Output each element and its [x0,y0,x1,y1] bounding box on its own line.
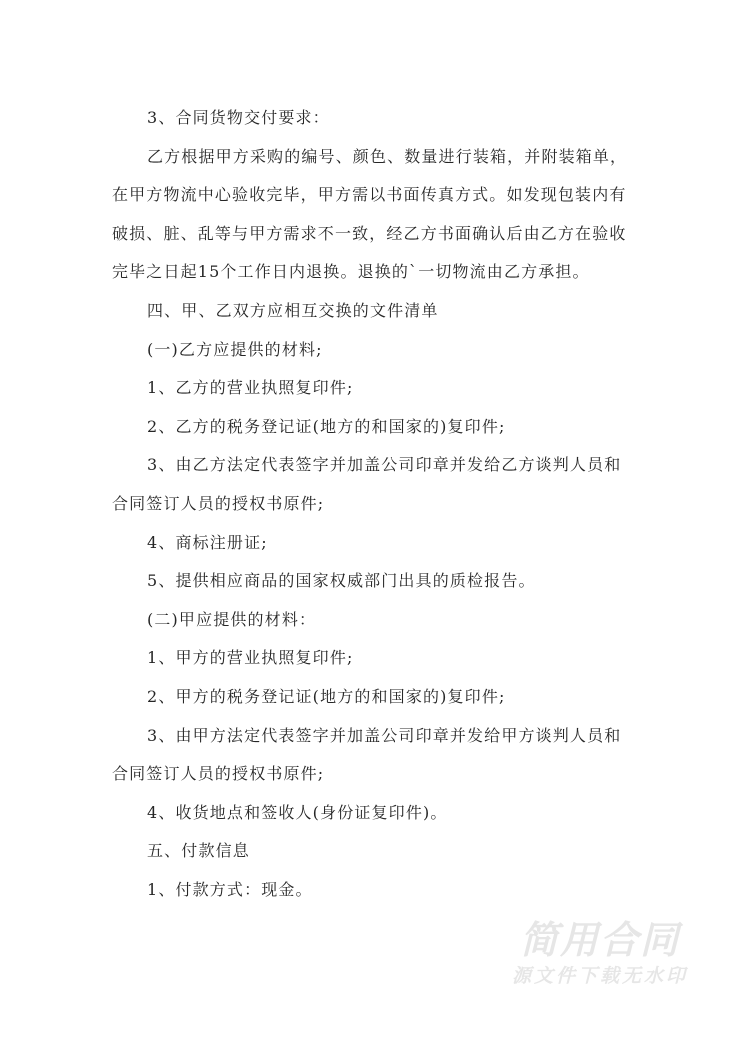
paragraph: 1、乙方的营业执照复印件; [147,378,354,398]
watermark-title: 简用合同 [519,918,680,962]
paragraph: 4、商标注册证; [147,532,268,552]
watermark [505,918,695,990]
paragraph: 四、甲、乙双方应相互交换的文件清单 [147,300,439,320]
paragraph: 3、由甲方法定代表签字并加盖公司印章并发给甲方谈判人员和合同签订人员的授权书原件; [112,725,622,784]
document-body [112,99,632,909]
paragraph: 3、由乙方法定代表签字并加盖公司印章并发给乙方谈判人员和合同签订人员的授权书原件; [112,455,622,513]
paragraph: 3、合同货物交付要求： [147,108,330,127]
paragraph: 2、甲方的税务登记证(地方的和国家的)复印件; [147,686,506,706]
paragraph: 1、付款方式：现金。 [147,879,313,899]
paragraph: (二)甲应提供的材料： [147,609,317,629]
paragraph: 4、收货地点和签收人(身份证复印件)。 [147,802,448,822]
paragraph: 五、付款信息 [147,841,250,861]
paragraph: 乙方根据甲方采购的编号、颜色、数量进行装箱，并附装箱单，在甲方物流中心验收完毕，甲方需以书面传真方式。如发现包装内有破损、脏、乱等与甲方需求不一致，经乙方书面确认后由乙方在验收完毕之日起15个工作日内退换。退换的`一切物流由乙方承担。 [112,146,628,282]
paragraph: 5、提供相应商品的国家权威部门出具的质检报告。 [147,571,536,591]
paragraph: 1、甲方的营业执照复印件; [147,648,354,668]
watermark-subtitle: 源文件下载无水印 [511,965,688,987]
paragraph: (一)乙方应提供的材料; [147,339,323,359]
paragraph: 2、乙方的税务登记证(地方的和国家的)复印件; [147,416,506,436]
